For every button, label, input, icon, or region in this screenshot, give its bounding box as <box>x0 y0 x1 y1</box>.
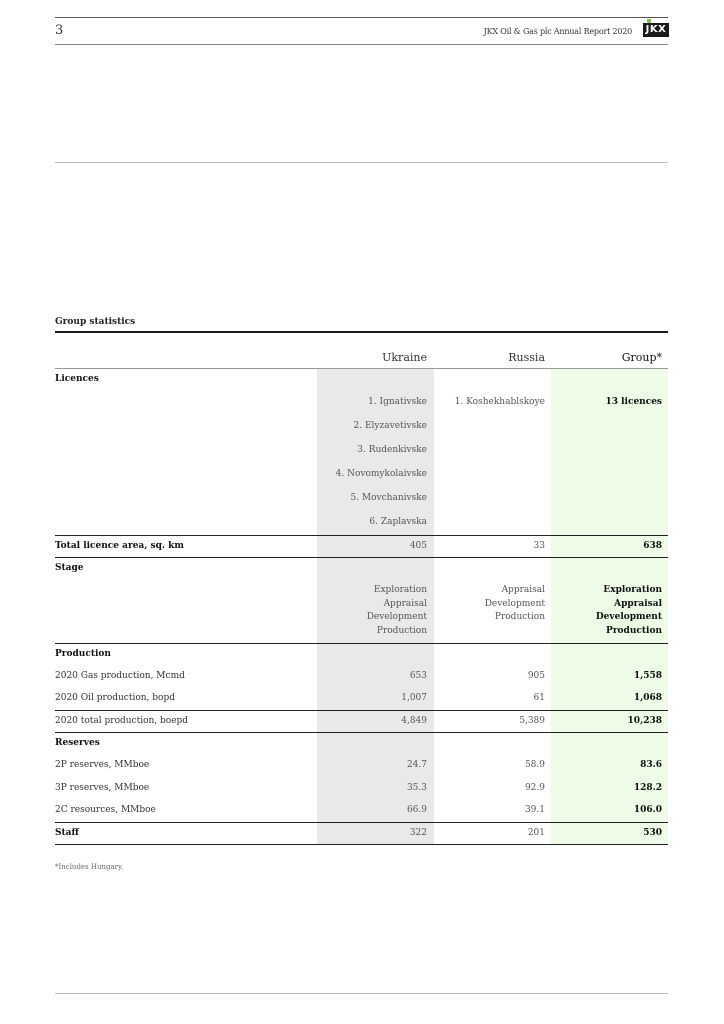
gas-production-russia: 905 <box>527 671 545 681</box>
oil-production-russia: 61 <box>533 693 545 703</box>
2c-resources-russia: 39.1 <box>524 805 545 815</box>
row-rule <box>55 732 668 733</box>
stage-ukraine-3: Development <box>366 612 427 622</box>
row-rule <box>55 643 668 644</box>
production-label: Production <box>55 649 111 659</box>
header-row-rule <box>55 368 668 369</box>
column-header-group: Group* <box>621 351 662 364</box>
oil-production-ukraine: 1,007 <box>401 693 427 703</box>
3p-reserves-label: 3P reserves, MMboe <box>55 783 150 793</box>
group-statistics-title: Group statistics <box>55 317 136 327</box>
2p-reserves-ukraine: 24.7 <box>406 760 427 770</box>
gas-production-group: 1,558 <box>633 671 662 681</box>
stage-ukraine-2: Appraisal <box>383 598 427 609</box>
stage-russia <box>485 584 545 625</box>
stage-russia-1: Appraisal <box>501 585 545 595</box>
stage-group-3: Development <box>595 612 662 622</box>
licence-ukraine-4: 4. Novomykolaivske <box>335 469 427 479</box>
column-header-russia: Russia <box>508 351 545 364</box>
licence-ukraine-3: 3. Rudenkivske <box>357 445 427 455</box>
row-rule <box>55 557 668 558</box>
stage-ukraine <box>367 584 427 638</box>
row-rule <box>55 710 668 711</box>
2p-reserves-russia: 58.9 <box>524 760 545 770</box>
licence-ukraine-5: 5. Movchanivske <box>350 493 427 503</box>
table-top-rule <box>55 331 668 333</box>
stage-group-2: Appraisal <box>614 598 662 609</box>
column-header-ukraine: Ukraine <box>382 351 427 364</box>
2p-reserves-group: 83.6 <box>640 760 662 770</box>
stage-label: Stage <box>55 563 84 573</box>
3p-reserves-group: 128.2 <box>633 783 662 793</box>
staff-ukraine: 322 <box>409 828 427 838</box>
gas-production-label: 2020 Gas production, Mcmd <box>55 671 185 681</box>
licence-russia-1: 1. Koshekhablskoye <box>454 397 545 407</box>
footnote: *Includes Hungary. <box>55 863 124 871</box>
jkx-logo: JKX <box>643 23 669 37</box>
stage-russia-3: Production <box>494 612 545 622</box>
2c-resources-ukraine: 66.9 <box>406 805 427 815</box>
stage-russia-2: Development <box>484 598 545 609</box>
page-number: 3 <box>55 23 64 38</box>
total-production-label: 2020 total production, boepd <box>55 716 189 726</box>
staff-group: 530 <box>643 828 662 838</box>
stage-group <box>596 584 662 638</box>
table-bottom-rule <box>55 844 668 845</box>
footer-rule <box>55 993 668 994</box>
reserves-label: Reserves <box>55 738 100 748</box>
total-area-label: Total licence area, sq. km <box>55 541 184 551</box>
2p-reserves-label: 2P reserves, MMboe <box>55 760 150 770</box>
stage-group-1: Exploration <box>603 585 662 595</box>
stage-ukraine-1: Exploration <box>373 585 427 595</box>
stage-group-4: Production <box>606 625 662 636</box>
licence-ukraine-1: 1. Ignativske <box>368 397 427 407</box>
licence-group-count: 13 licences <box>605 397 662 407</box>
licences-label: Licences <box>55 374 99 384</box>
section-divider <box>55 162 668 163</box>
staff-russia: 201 <box>527 828 545 838</box>
licence-ukraine-2: 2. Elyzavetivske <box>353 421 427 431</box>
oil-production-group: 1,068 <box>633 693 662 703</box>
total-area-ukraine: 405 <box>409 541 427 551</box>
gas-production-ukraine: 653 <box>409 671 427 681</box>
total-area-russia: 33 <box>533 541 545 551</box>
2c-resources-group: 106.0 <box>633 805 662 815</box>
3p-reserves-ukraine: 35.3 <box>406 783 427 793</box>
header-bottom-rule <box>55 44 668 45</box>
report-title: JKX Oil & Gas plc Annual Report 2020 <box>483 27 632 36</box>
oil-production-label: 2020 Oil production, bopd <box>55 693 175 703</box>
row-rule <box>55 822 668 823</box>
total-production-russia: 5,389 <box>519 716 545 726</box>
staff-label: Staff <box>55 828 79 838</box>
2c-resources-label: 2C resources, MMboe <box>55 805 156 815</box>
licence-ukraine-6: 6. Zaplavska <box>369 517 427 527</box>
total-production-ukraine: 4,849 <box>401 716 427 726</box>
total-production-group: 10,238 <box>627 716 662 726</box>
row-rule <box>55 535 668 536</box>
header-top-rule <box>55 17 668 18</box>
3p-reserves-russia: 92.9 <box>524 783 545 793</box>
stage-ukraine-4: Production <box>376 625 427 636</box>
total-area-group: 638 <box>643 541 662 551</box>
